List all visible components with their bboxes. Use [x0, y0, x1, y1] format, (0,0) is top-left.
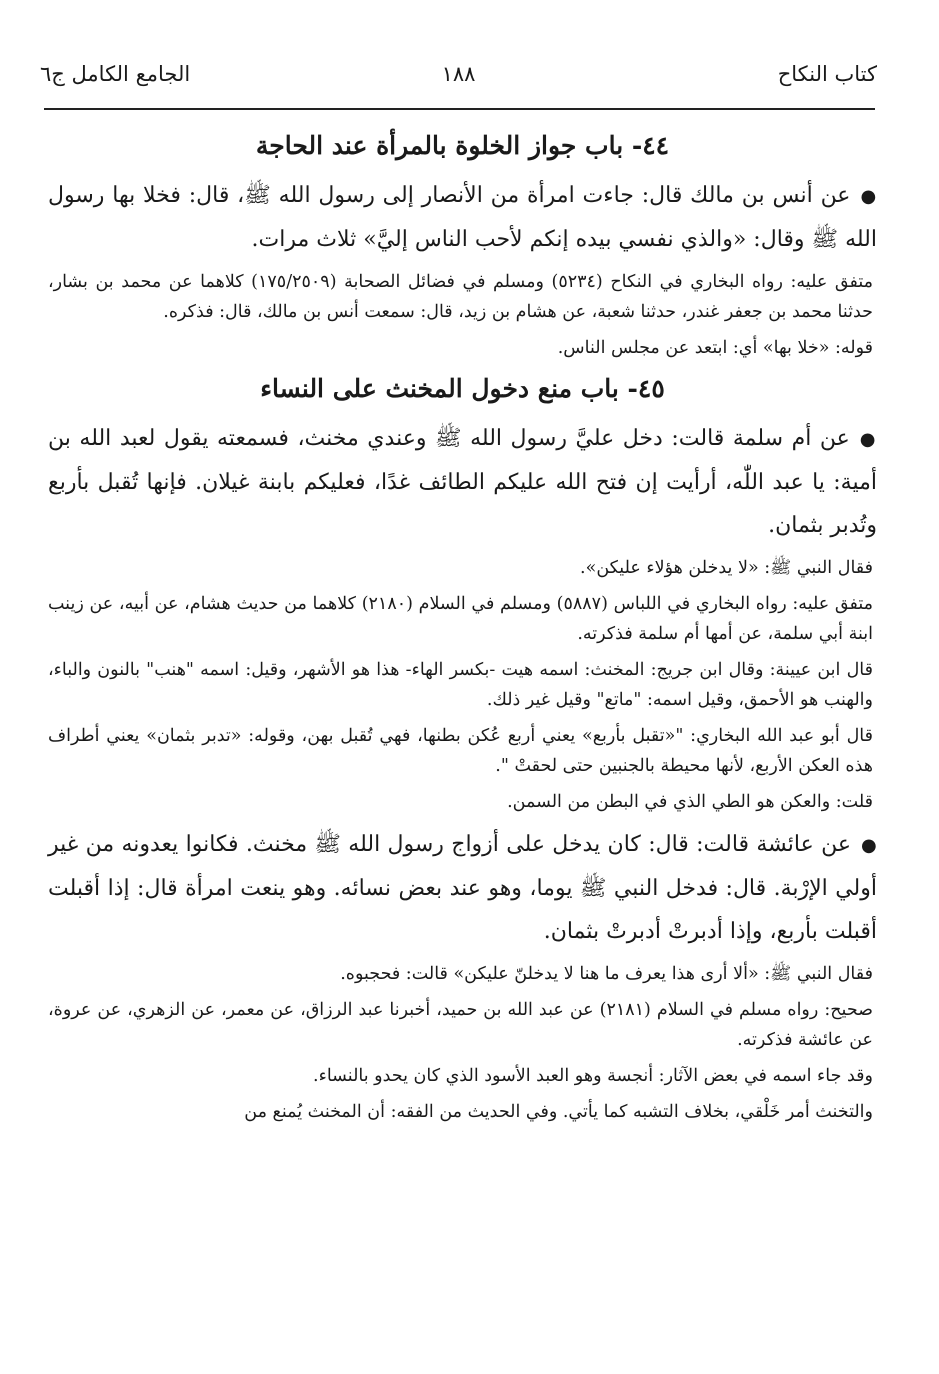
bullet-icon: ● [860, 186, 877, 207]
hadith-body: عن أنس بن مالك قال: جاءت امرأة من الأنصار إلى رسول الله ﷺ، قال: فخلا بها رسول الله ﷺ وقال: «والذي نفسي بيده إنكم لأحب الناس إليَّ» ثلاث مرات. [48, 183, 877, 252]
hadith-continuation: فقال النبي ﷺ: «لا يدخلن هؤلاء عليكن». [580, 558, 873, 578]
running-header [40, 62, 877, 98]
hadith-body: عن أم سلمة قالت: دخل عليَّ رسول الله ﷺ وعندي مخنث، فسمعته يقول لعبد الله بن أمية: يا عبد اللّٰه، أرأيت إن فتح الله عليكم الطائف غدًا، فعليكم بابنة غيلان. فإنها تُقبل بأربع وتُدبر بثمان. [48, 426, 877, 538]
commentary-note: قلت: والعكن هو الطي الذي في البطن من السمن. [507, 792, 873, 812]
hadith-text [48, 823, 877, 953]
takhrij-note: صحيح: رواه مسلم في السلام (٢١٨١) عن عبد الله بن حميد، أخبرنا عبد الرزاق، عن معمر، عن الزهري، عن عروة، عن عائشة فذكرته. [48, 1000, 873, 1050]
commentary-note: وقد جاء اسمه في بعض الآثار: أنجسة وهو العبد الأسود الذي كان يحدو بالنساء. [313, 1066, 873, 1086]
commentary-note: قال ابن عيينة: وقال ابن جريج: المخنث: اسمه هيت -بكسر الهاء- هذا هو الأشهر، وقيل: اسمه "هنب" بالنون والباء، والهنب هو الأحمق، وقيل اسمه: "ماتع" وقيل غير ذلك. [48, 660, 873, 710]
hadith-body: عن عائشة قالت: قال: كان يدخل على أزواج رسول الله ﷺ مخنث. فكانوا يعدونه من غير أولي الإرْبة. قال: فدخل النبي ﷺ يوما، وهو عند بعض نسائه. وهو ينعت امرأة قال: إذا أقبلت أقبلت بأربع، وإذا أدبرتْ أدبرتْ بثمان. [48, 832, 877, 944]
bullet-icon: ● [859, 429, 877, 450]
takhrij-note: متفق عليه: رواه البخاري في النكاح (٥٢٣٤) ومسلم في فضائل الصحابة (١٧٥/٢٥٠٩) كلاهما عن محمد بن بشار، حدثنا محمد بن جعفر غندر، حدثنا شعبة، عن هشام بن زيد، قال: سمعت أنس بن مالك، قال: فذكره. [48, 272, 873, 322]
book-section-title: كتاب النكاح [777, 62, 877, 86]
hadith-continuation: فقال النبي ﷺ: «ألا أرى هذا يعرف ما هنا لا يدخلنّ عليكن» قالت: فحجبوه. [340, 964, 873, 984]
takhrij-note: متفق عليه: رواه البخاري في اللباس (٥٨٨٧) ومسلم في السلام (٢١٨٠) كلاهما من حديث هشام، عن أبيه، عن زينب ابنة أبي سلمة، عن أمها أم سلمة فذكرته. [48, 594, 873, 644]
chapter-heading-45: ٤٥- باب منع دخول المخنث على النساء [260, 374, 665, 403]
bullet-icon: ● [860, 835, 877, 856]
commentary-note: والتخنث أمر خَلْقي، بخلاف التشبه كما يأتي. وفي الحديث من الفقه: أن المخنث يُمنع من [244, 1102, 873, 1122]
commentary-note: قال أبو عبد الله البخاري: "«تقبل بأربع» يعني أربع عُكن بطنها، فهي تُقبل بهن، وقوله: «تدبر بثمان» يعني أطراف هذه العكن الأربع، لأنها محيطة بالجنبين حتى لحقتْ ". [48, 726, 873, 776]
header-rule [44, 108, 875, 110]
page-body [48, 122, 877, 1133]
page-number: ١٨٨ [441, 62, 476, 86]
hadith-text [48, 174, 877, 261]
hadith-text [48, 417, 877, 547]
explanation-note: قوله: «خلا بها» أي: ابتعد عن مجلس الناس. [557, 338, 873, 358]
chapter-heading-44: ٤٤- باب جواز الخلوة بالمرأة عند الحاجة [255, 131, 670, 160]
book-volume-title: الجامع الكامل ج٦ [40, 62, 191, 86]
